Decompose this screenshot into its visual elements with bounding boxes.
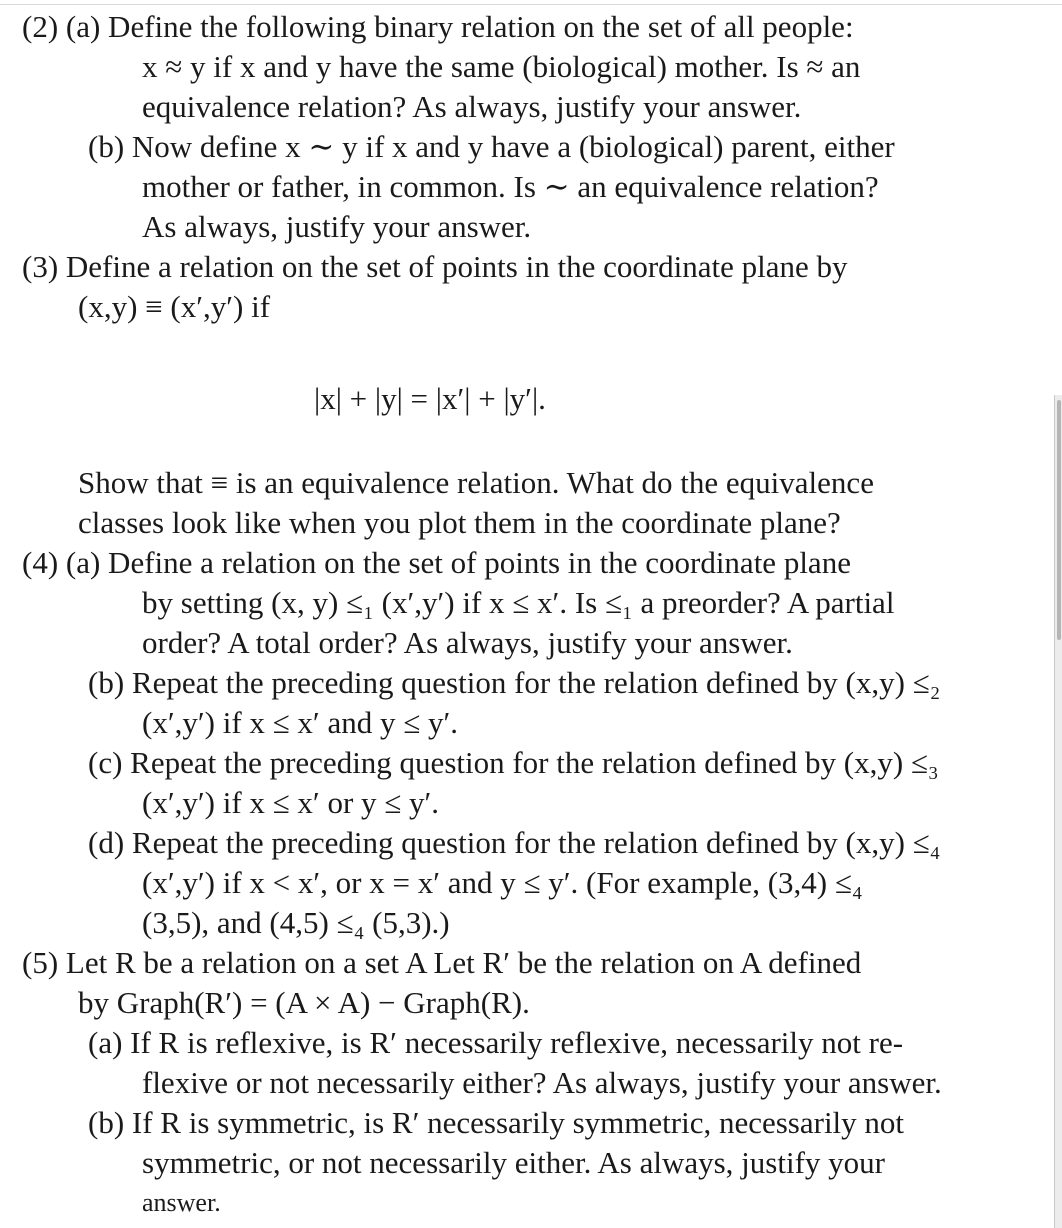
text-line: symmetric, or not necessarily either. As always, justify your <box>142 1145 885 1180</box>
text-line: (d) Repeat the preceding question for the relation defined by (x,y) ≤₄ <box>88 825 941 860</box>
text-line: As always, justify your answer. <box>142 209 532 244</box>
text-line: (4) (a) Define a relation on the set of points in the coordinate plane <box>22 545 851 580</box>
text-line: (5) Let R be a relation on a set A Let R′ be the relation on A defined <box>22 945 862 980</box>
text-line: by setting (x, y) ≤₁ (x′,y′) if x ≤ x′. Is ≤₁ a preorder? A partial <box>142 585 895 620</box>
text-line: (b) Repeat the preceding question for the relation defined by (x,y) ≤₂ <box>88 665 941 700</box>
text-line: (x′,y′) if x ≤ x′ or y ≤ y′. <box>142 785 440 820</box>
text-line: Show that ≡ is an equivalence relation. What do the equivalence <box>78 465 874 500</box>
text-line: by Graph(R′) = (A × A) − Graph(R). <box>78 985 530 1020</box>
text-line: (x′,y′) if x ≤ x′ and y ≤ y′. <box>142 705 458 740</box>
text-line: order? A total order? As always, justify your answer. <box>142 625 793 660</box>
text-line: (x,y) ≡ (x′,y′) if <box>78 289 271 324</box>
text-line: (c) Repeat the preceding question for the relation defined by (x,y) ≤₃ <box>88 745 939 780</box>
text-line: (b) Now define x ∼ y if x and y have a (biological) parent, either <box>88 129 895 164</box>
text-line: flexive or not necessarily either? As always, justify your answer. <box>142 1065 942 1100</box>
text-line: (x′,y′) if x < x′, or x = x′ and y ≤ y′. (For example, (3,4) ≤₄ <box>142 865 863 900</box>
scrollbar-thumb[interactable] <box>1057 400 1061 640</box>
text-line: equivalence relation? As always, justify your answer. <box>142 89 802 124</box>
text-line: mother or father, in common. Is ∼ an equivalence relation? <box>142 169 879 204</box>
text-line: answer. <box>142 1188 221 1217</box>
display-equation: |x| + |y| = |x′| + |y′|. <box>314 381 546 416</box>
text-line: (3) Define a relation on the set of points in the coordinate plane by <box>22 249 848 284</box>
top-edge-rule <box>0 0 1062 5</box>
text-line: (b) If R is symmetric, is R′ necessarily symmetric, necessarily not <box>88 1105 905 1140</box>
text-line: (2) (a) Define the following binary relation on the set of all people: <box>22 9 854 44</box>
text-line: (3,5), and (4,5) ≤₄ (5,3).) <box>142 905 450 940</box>
text-line: classes look like when you plot them in the coordinate plane? <box>78 505 841 540</box>
text-line: (a) If R is reflexive, is R′ necessarily reflexive, necessarily not re- <box>88 1025 904 1060</box>
text-line: x ≈ y if x and y have the same (biological) mother. Is ≈ an <box>142 49 861 84</box>
